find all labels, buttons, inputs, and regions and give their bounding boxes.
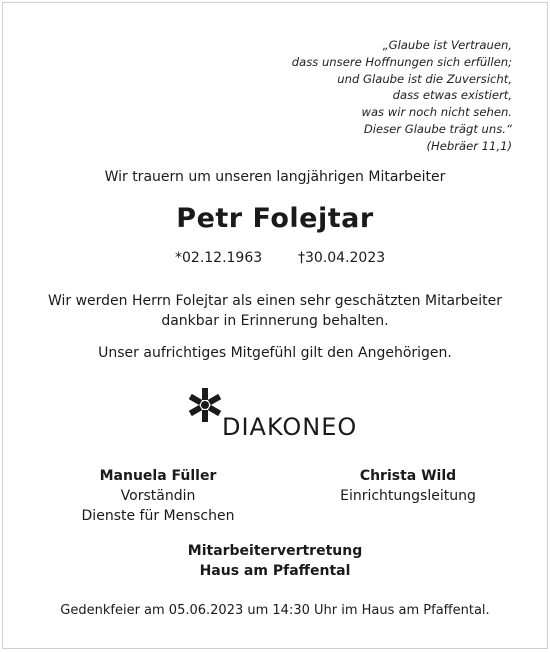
diakoneo-wordmark: DIAKONEO	[222, 413, 358, 441]
signatory-name: Manuela Füller	[99, 468, 217, 484]
remembrance-line-2: dankbar in Erinnerung behalten.	[161, 313, 389, 329]
signature-block-left	[63, 466, 253, 526]
quote-line: dass unsere Hoffnungen sich erfüllen;	[291, 54, 512, 69]
representation-line-2: Haus am Pfaffental	[199, 563, 351, 579]
diakoneo-logo-icon	[187, 387, 223, 423]
memorial-service-note: Gedenkfeier am 05.06.2023 um 14:30 Uhr im Haus am Pfaffental.	[60, 603, 490, 618]
bible-quote	[292, 37, 512, 155]
quote-line: und Glaube ist die Zuversicht,	[337, 71, 512, 86]
signatory-role: Einrichtungsleitung	[340, 488, 476, 504]
obituary-card	[2, 2, 548, 649]
signatory-role: Vorständin	[120, 488, 196, 504]
quote-line: dass etwas existiert,	[392, 88, 512, 103]
staff-representation	[3, 541, 547, 581]
death-date: †30.04.2023	[298, 250, 386, 266]
deceased-name: Petr Folejtar	[176, 203, 374, 234]
signatory-name: Christa Wild	[359, 468, 457, 484]
signatory-department: Dienste für Menschen	[81, 508, 235, 524]
quote-source: (Hebräer 11,1)	[426, 138, 512, 153]
representation-line-1: Mitarbeitervertretung	[187, 543, 363, 559]
intro-text: Wir trauern um unseren langjährigen Mitarbeiter	[104, 169, 446, 185]
signature-block-right	[313, 466, 503, 506]
remembrance-line-1: Wir werden Herrn Folejtar als einen sehr geschätzten Mitarbeiter	[47, 293, 503, 309]
remembrance-text	[3, 291, 547, 331]
quote-line: „Glaube ist Vertrauen,	[382, 38, 512, 52]
condolence-text: Unser aufrichtiges Mitgefühl gilt den Angehörigen.	[98, 345, 452, 361]
quote-line: Dieser Glaube trägt uns.“	[363, 121, 512, 136]
quote-line: was wir noch nicht sehen.	[361, 105, 512, 120]
birth-date: *02.12.1963	[175, 250, 263, 266]
